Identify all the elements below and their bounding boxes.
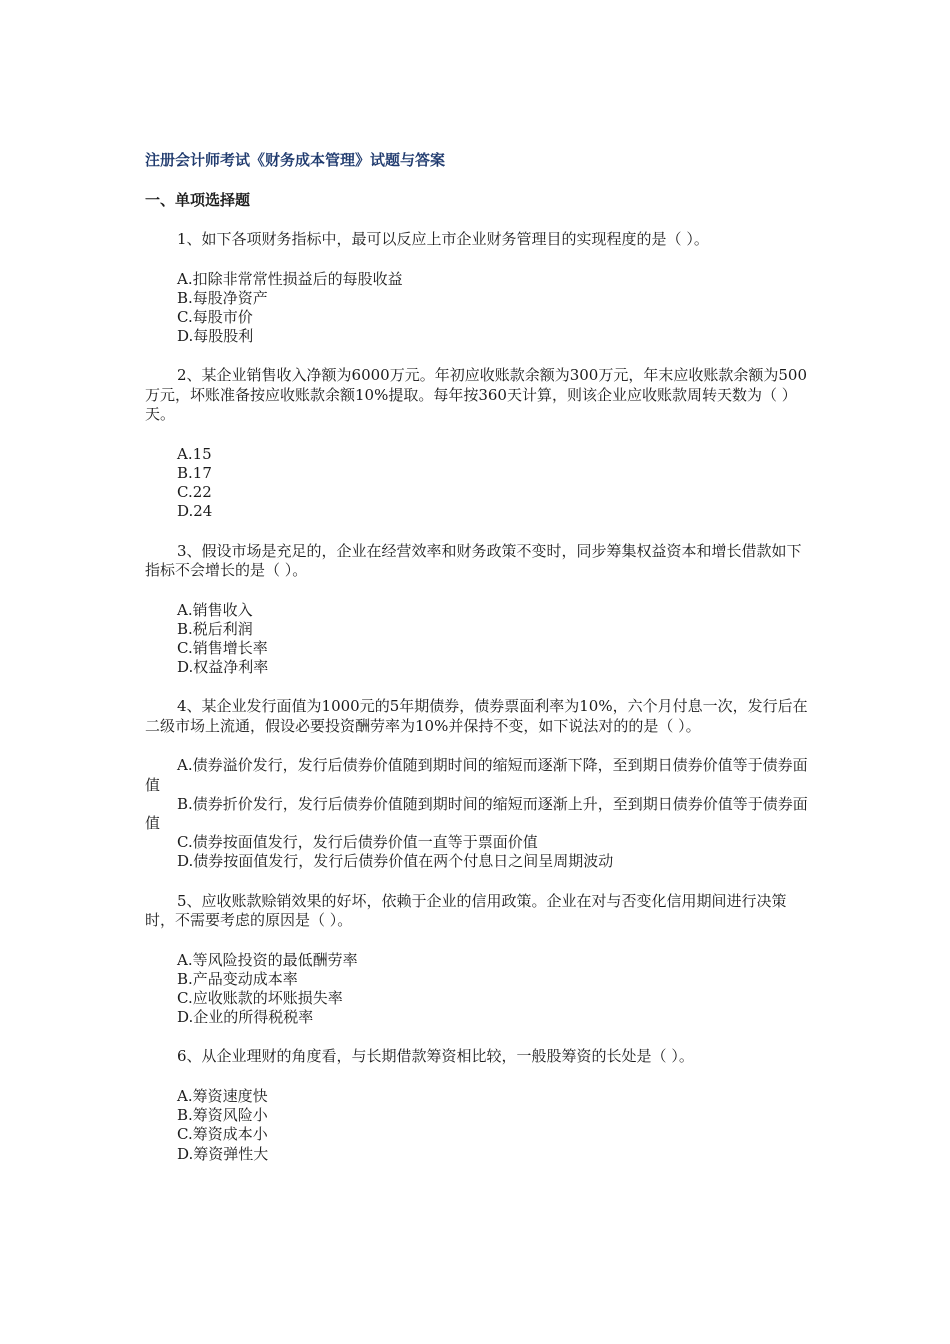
document-page [145,150,815,1184]
question-stem: 1、如下各项财务指标中，最可以反应上市企业财务管理目的实现程度的是（ ）。 [177,230,709,248]
option-a: A.筹资速度快 [177,1086,268,1105]
option-c: C.销售增长率 [177,639,268,658]
question-3 [145,542,815,678]
option-b: B.债券折价发行，发行后债券价值随到期时间的缩短而逐渐上升，至到期日债券价值等于债券面值 [145,794,808,833]
option-b: B.筹资风险小 [177,1106,268,1125]
question-2 [145,366,815,521]
option-c: C.应收账款的坏账损失率 [177,989,343,1008]
option-c: C.债券按面值发行，发行后债券价值一直等于票面价值 [177,833,538,852]
option-list [145,270,815,347]
option-b: B.税后利润 [177,619,253,638]
option-list [145,756,815,871]
question-4 [145,697,815,871]
option-d: D.24 [177,502,213,521]
option-a: A.15 [177,444,212,463]
option-list [145,601,815,678]
option-a: A.扣除非常常性损益后的每股收益 [177,269,403,288]
option-c: C.筹资成本小 [177,1125,268,1144]
option-list [145,1087,815,1164]
document-title: 注册会计师考试《财务成本管理》试题与答案 [145,151,446,169]
option-c: C.22 [177,483,212,502]
option-d: D.筹资弹性大 [177,1144,269,1163]
option-b: B.每股净资产 [177,288,268,307]
option-a: A.销售收入 [177,600,253,619]
option-b: B.产品变动成本率 [177,969,298,988]
question-5 [145,892,815,1028]
option-c: C.每股市价 [177,307,253,326]
option-list [145,951,815,1028]
option-b: B.17 [177,464,212,483]
question-stem: 3、假设市场是充足的，企业在经营效率和财务政策不变时，同步筹集权益资本和增长借款如下指标不会增长的是（ ）。 [145,541,802,580]
section-heading: 一、单项选择题 [145,191,251,209]
option-d: D.每股股利 [177,327,254,346]
question-stem: 4、某企业发行面值为1000元的5年期债券，债券票面利率为10%，六个月付息一次，发行后在二级市场上流通，假设必要投资酬劳率为10%并保持不变，如下说法对的的是（ ）。 [145,697,808,735]
option-list [145,445,815,522]
question-stem: 6、从企业理财的角度看，与长期借款筹资相比较，一般股筹资的长处是（ ）。 [177,1047,694,1066]
option-a: A.债券溢价发行，发行后债券价值随到期时间的缩短而逐渐下降，至到期日债券价值等于债券面值 [145,756,808,794]
question-stem: 2、某企业销售收入净额为6000万元。年初应收账款余额为300万元，年末应收账款余额为500万元，坏账准备按应收账款余额10%提取。每年按360天计算，则该企业应收账款周转天数为（ ）天。 [145,366,807,424]
option-a: A.等风险投资的最低酬劳率 [177,950,358,969]
question-6 [145,1047,815,1163]
option-d: D.债券按面值发行，发行后债券价值在两个付息日之间呈周期波动 [177,852,614,871]
option-d: D.权益净利率 [177,658,269,677]
question-stem: 5、应收账款赊销效果的好坏，依赖于企业的信用政策。企业在对与否变化信用期间进行决策时，不需要考虑的原因是（ ）。 [145,891,787,930]
option-d: D.企业的所得税税率 [177,1008,314,1027]
question-1 [145,230,815,346]
